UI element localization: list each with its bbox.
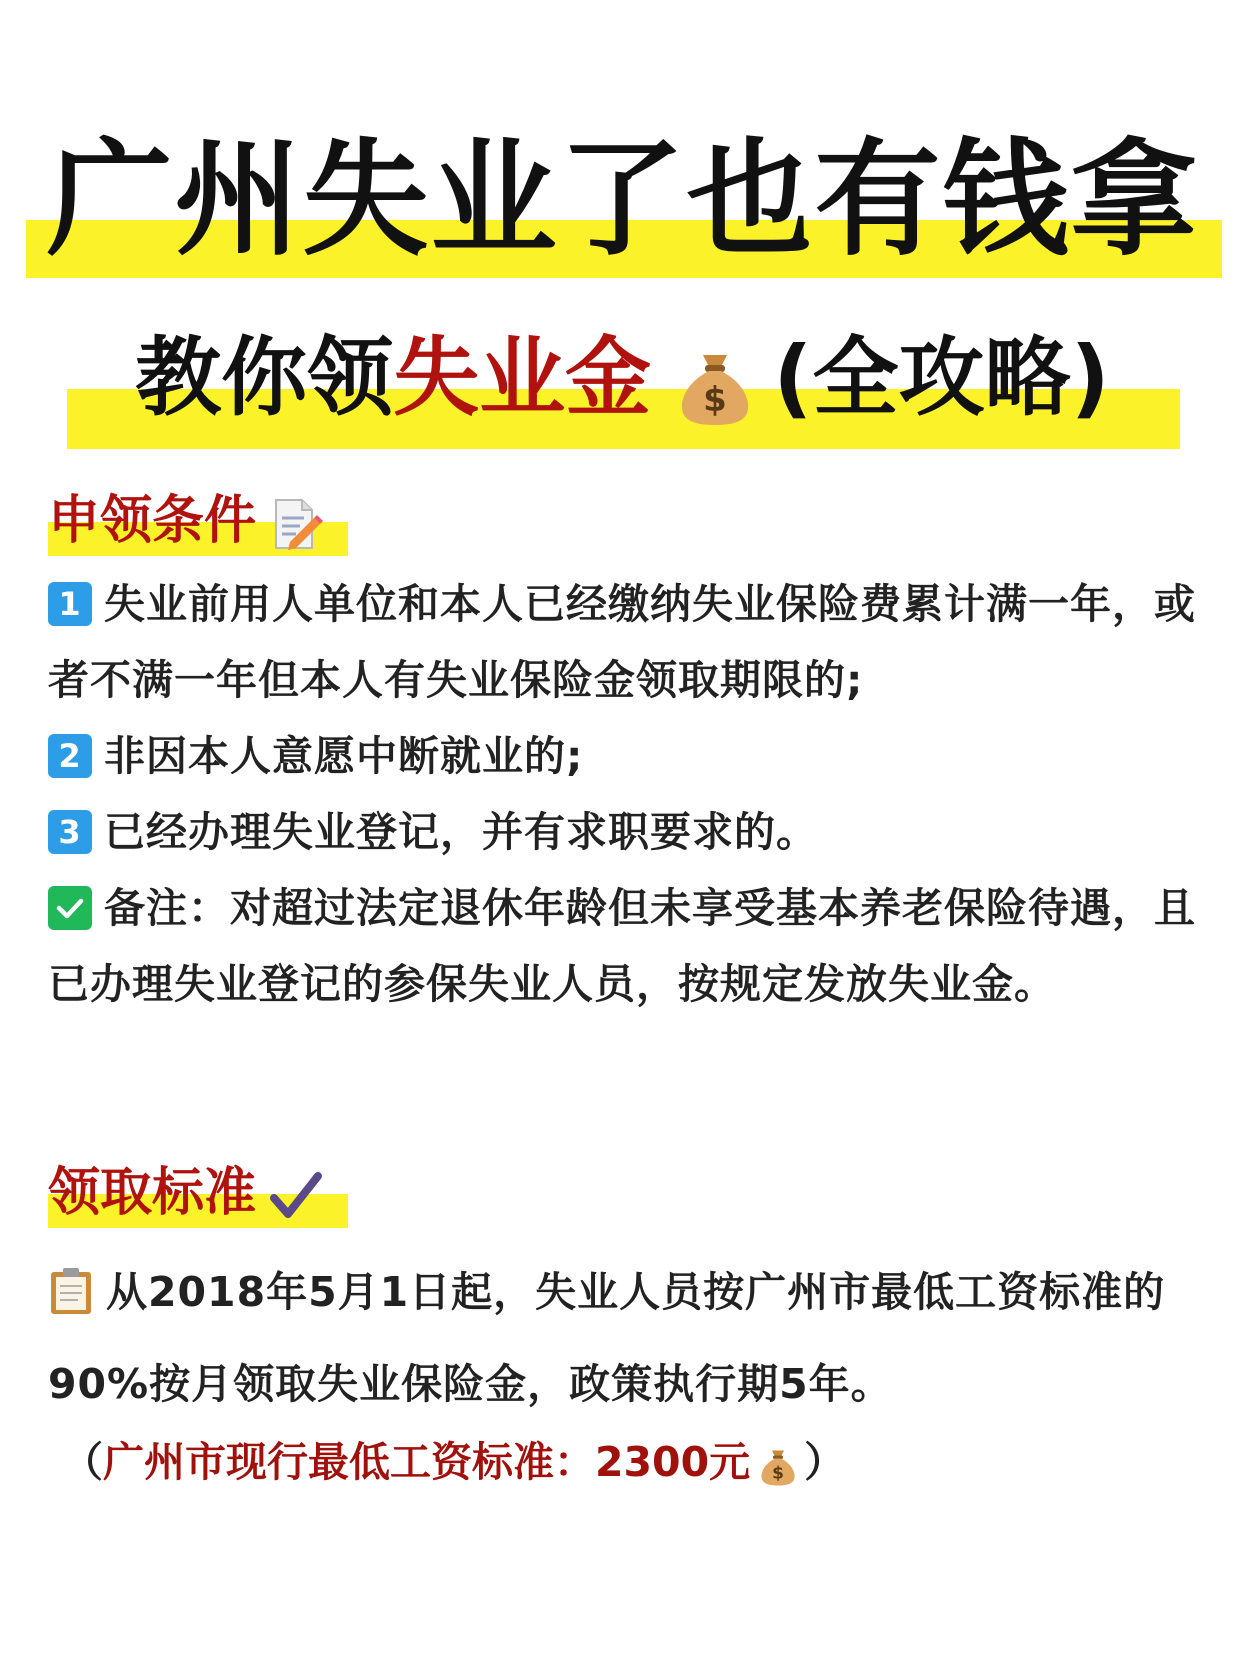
subtitle-highlight-text: 失业金: [393, 328, 652, 428]
svg-text:$: $: [772, 1463, 785, 1484]
remark-text: 备注：对超过法定退休年龄但未享受基本养老保险待遇，且已办理失业登记的参保失业人员，按规定发放失业金。: [48, 884, 1196, 1008]
list-item-text: 非因本人意愿中断就业的;: [104, 732, 584, 780]
money-bag-icon: [675, 341, 755, 427]
list-item-text: 已经办理失业登记，并有求职要求的。: [104, 808, 818, 856]
list-item: [48, 718, 1198, 794]
checkmark-icon: [268, 1168, 324, 1224]
list-item-text: 失业前用人单位和本人已经缴纳失业保险费累计满一年，或者不满一年但本人有失业保险金领取期限的;: [48, 580, 1196, 704]
note-open-paren: （: [62, 1438, 103, 1486]
number-one-badge: 1: [48, 582, 92, 626]
number-three-badge: 3: [48, 810, 92, 854]
clipboard-icon: [48, 1266, 94, 1316]
conditions-list: [48, 566, 1198, 1022]
remark: [48, 870, 1198, 1022]
standard-text: [48, 1246, 1198, 1430]
check-mark-icon: [48, 886, 92, 930]
page-title: 广州失业了也有钱拿: [46, 126, 1199, 273]
title-block: [0, 120, 1245, 280]
section-heading-text: 申领条件: [48, 491, 257, 551]
subtitle-suffix: (全攻略): [773, 328, 1110, 428]
subtitle-block: [0, 318, 1245, 448]
note-text: 广州市现行最低工资标准：2300元: [103, 1438, 751, 1486]
subtitle: [0, 318, 1245, 438]
wage-note: [62, 1432, 845, 1492]
svg-text:$: $: [703, 379, 728, 420]
number-two-badge: 2: [48, 734, 92, 778]
list-item: [48, 794, 1198, 870]
section-heading-text: 领取标准: [48, 1163, 257, 1223]
money-bag-icon: [758, 1443, 798, 1487]
subtitle-prefix: 教你领: [135, 328, 394, 428]
memo-icon: [268, 496, 324, 552]
list-item: [48, 566, 1198, 718]
note-close-paren: ）: [804, 1438, 846, 1486]
standard-text-body: 从2018年5月1日起，失业人员按广州市最低工资标准的90%按月领取失业保险金，政策执行期5年。: [48, 1268, 1166, 1408]
